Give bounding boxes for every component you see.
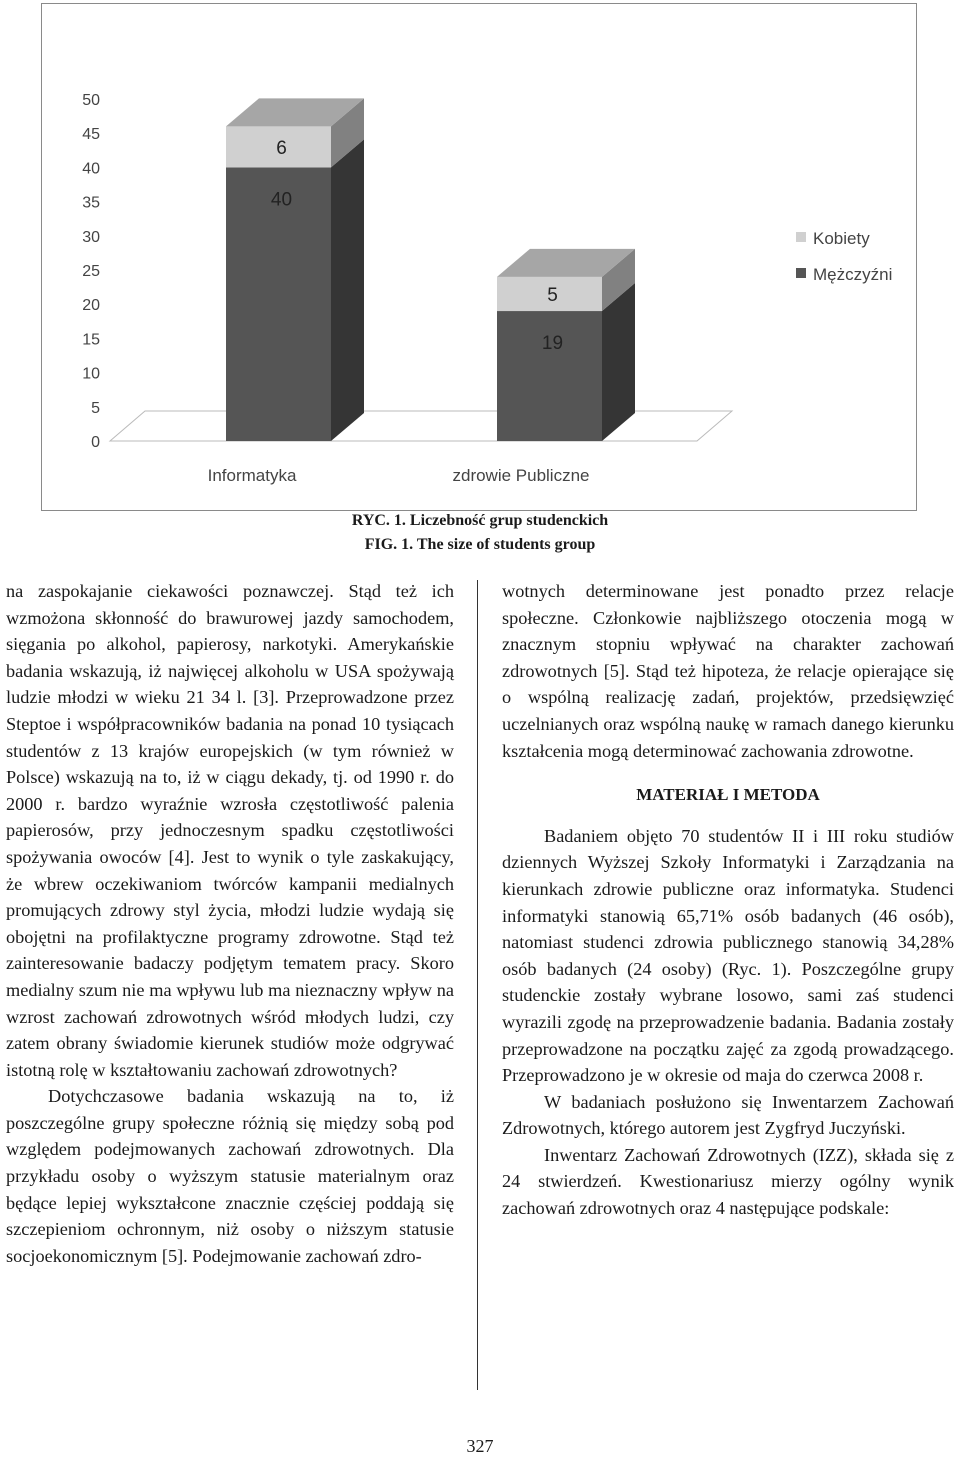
- legend-label-kobiety: Kobiety: [813, 229, 870, 248]
- y-tick-label: 20: [82, 297, 100, 315]
- legend-swatch-kobiety: [796, 232, 806, 242]
- bar-segment-mężczyźni: [497, 311, 602, 441]
- right-paragraph-1: wotnych determinowane jest ponadto przez relacje społeczne. Członkowie najbliższego otoczenia mogą w znacznym stopniu wpływać na charakter zachowań zdrowotnych [5]. Stąd też hipoteza, że relacje opierające się o wspólną realizację zadań, projektów, przedsięwzięć uczelnianych oraz wspólną naukę w ramach danego kierunku kształcenia mogą determinować zachowania zdrowotne.: [502, 581, 954, 761]
- right-paragraph-2: Badaniem objęto 70 studentów II i III roku studiów dziennych Wyższej Szkoły Informatyki i Zarządzania na kierunkach zdrowie publiczne oraz informatyka. Studenci informatyki stanowią 65,71% osób badanych (46 osób), natomiast studenci zdrowia publicznego stanowią 34,28% osób badanych (24 osoby) (Ryc. 1). Poszczególne grupy studenckie zostały wybrane losowo, sami zaś studenci wyrazili zgodę na przeprowadzenie badania. Badania zostały przeprowadzone na początku zajęć za zgodą prowadzącego. Przeprowadzono je w okresie od maja do czerwca 2008 r.: [502, 825, 954, 1086]
- right-paragraph-4: Inwentarz Zachowań Zdrowotnych (IZZ), składa się z 24 stwierdzeń. Kwestionariusz mierzy ogólny wynik zachowań zdrowotnych oraz 4 następujące podskale:: [502, 1144, 954, 1219]
- value-label: 6: [276, 137, 287, 159]
- y-tick-label: 5: [91, 399, 100, 417]
- legend-swatch-mezczyzni: [796, 268, 806, 278]
- y-tick-label: 30: [82, 228, 100, 246]
- value-label: 19: [541, 333, 564, 355]
- y-tick-label: 0: [91, 434, 100, 451]
- y-tick-label: 15: [82, 331, 100, 349]
- chart-frame: [41, 3, 917, 511]
- value-label: 5: [547, 284, 558, 306]
- value-label: 40: [270, 189, 293, 211]
- right-paragraph-3: W badaniach posłużono się Inwentarzem Zachowań Zdrowotnych, którego autorem jest Zygfryd Juczyński.: [502, 1091, 954, 1139]
- chart-floor: [110, 411, 732, 441]
- y-tick-label: 25: [82, 263, 100, 280]
- figure-caption-polish: RYC. 1. Liczebność grup studenckich: [351, 512, 609, 529]
- right-column: [502, 578, 954, 1222]
- y-tick-label: 50: [82, 92, 100, 109]
- category-label-zdrowie-publiczne: zdrowie Publiczne: [452, 466, 590, 485]
- left-paragraph-2: Dotychczasowe badania wskazują na to, iż poszczególne grupy społeczne różnią się między sobą pod względem podejmowanych zachowań zdrowotnych. Dla przykładu osoby o wyższym statusie materialnym oraz będące lepiej wykształcone znacznie częściej poddają się szczepieniom ochronnym, niż osoby o niższym statusie socjoekonomicznym [5]. Podejmowanie zachowań zdro-: [6, 1086, 454, 1266]
- left-column: [6, 578, 454, 1269]
- section-heading: MATERIAŁ I METODA: [636, 785, 820, 805]
- y-tick-label: 40: [82, 160, 100, 178]
- stacked-bar-chart: [42, 4, 915, 509]
- category-label-informatyka: Informatyka: [207, 466, 297, 485]
- page-number: 327: [466, 1436, 494, 1456]
- y-tick-label: 10: [82, 365, 100, 383]
- y-tick-label: 35: [82, 194, 100, 212]
- column-divider: [477, 580, 478, 1390]
- legend-label-mezczyzni: Mężczyźni: [813, 265, 893, 284]
- left-paragraph-1: na zaspokajanie ciekawości poznawczej. Stąd też ich wzmożona skłonność do brawurowej jazdy samochodem, sięgania po alkohol, papierosy, narkotyki. Amerykańskie badania wskazują, iż najwięcej alkoholu w USA spożywają ludzie młodzi w wieku 21 34 l. [3]. Przeprowadzone przez Steptoe i współpracowników badania na ponad 10 tysiącach studentów z 13 krajów europejskich (w tym również w Polsce) wskazują na to, iż w ciągu dekady, tj. od 1990 r. do 2000 r. bardzo wyraźnie wzrosła częstotliwość palenia papierosów, przy jednoczesnym spadku częstotliwości spożywania owoców [4]. Jest to wynik o tyle zaskakujący, że wbrew oczekiwaniom twórców kampanii medialnych promujących zdrowy styl życia, młodzi ludzie wydają się obojętni na profilaktyczne programy zdrowotne. Stąd też zainteresowanie badaczy podjętym tematem pracy. Skoro medialny szum nie ma wpływu lub ma nieznaczny wpływ na wzrost zachowań zdrowotnych wśród młodych ludzi, czy zatem obrany świadomie kierunek studiów może odgrywać istotną rolę w kształtowaniu zachowań zdrowotnych?: [6, 581, 454, 1080]
- y-tick-label: 45: [82, 126, 100, 144]
- figure-caption-english: FIG. 1. The size of students group: [364, 536, 596, 553]
- bar-side-mężczyźni: [331, 139, 364, 441]
